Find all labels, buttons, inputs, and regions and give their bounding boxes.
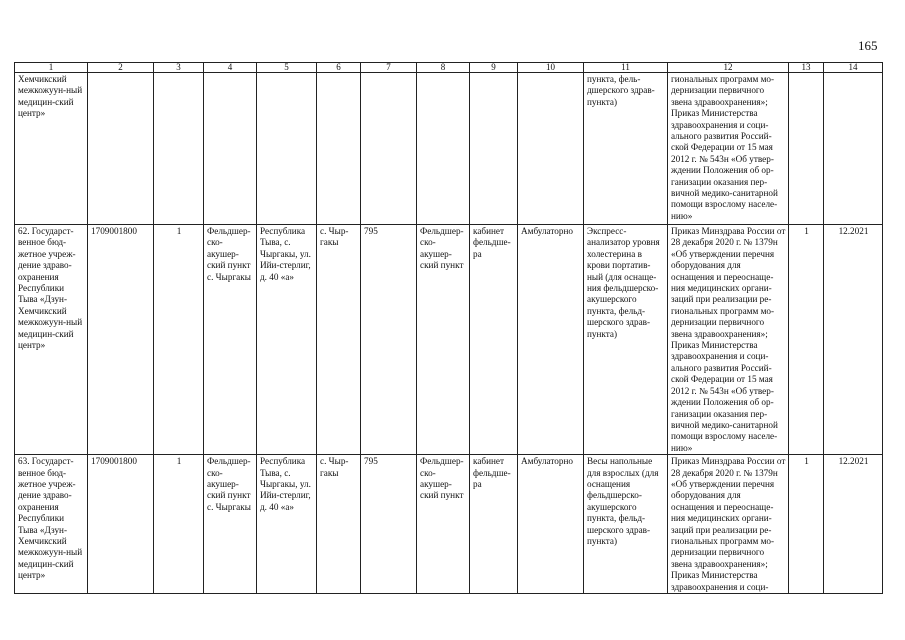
table-cell: 12.2021: [824, 225, 883, 455]
table-cell: Республика Тыва, с. Чыргакы, ул. Ийи-стерлиг, д. 40 «а»: [257, 225, 317, 455]
table-cell: [417, 73, 470, 225]
table-cell: Амбулаторно: [518, 225, 584, 455]
table-cell: Фельдшер-ско-акушер-ский пункт с. Чыргакы: [204, 455, 257, 594]
table-cell: [789, 73, 824, 225]
col-header: 8: [417, 63, 470, 73]
table-row: [15, 73, 883, 225]
table-cell: Весы напольные для взрослых (для оснащения фельдшерско-акушерского пункта, фельд-шерского здрав-пункта): [584, 455, 668, 594]
col-header: 9: [470, 63, 518, 73]
page-number: 165: [858, 38, 878, 53]
col-header: 5: [257, 63, 317, 73]
col-header: 12: [668, 63, 789, 73]
col-header: 6: [317, 63, 361, 73]
table-cell: [361, 73, 417, 225]
table-cell: [518, 73, 584, 225]
table-cell: 12.2021: [824, 455, 883, 594]
table-cell: [470, 73, 518, 225]
table-cell: кабинет фельдше-ра: [470, 455, 518, 594]
table-cell: 1: [154, 455, 204, 594]
table-cell: Приказ Минздрава России от 28 декабря 2020 г. № 1379н «Об утверждении перечня оборудования для оснащения и переоснаще-ния медицинских органи-заций при реализации ре-гиональных программ мо-дернизации первичного звена здравоохранения»; Приказ Министерства здравоохранения и соци-: [668, 455, 789, 594]
table-cell: Фельдшер-ско-акушер-ский пункт: [417, 455, 470, 594]
col-header: 3: [154, 63, 204, 73]
table-cell: Экспресс-анализатор уровня холестерина в крови портатив-ный (для оснаще-ния фельдшерско-акушерского пункта, фельд-шерского здрав-пункта): [584, 225, 668, 455]
table-cell: 63. Государст-венное бюд-жетное учреж-дение здраво-охранения Республики Тыва «Дзун-Хемчикский межкожуун-ный медицин-ский центр»: [15, 455, 88, 594]
table-cell: [824, 73, 883, 225]
col-header: 2: [88, 63, 154, 73]
col-header: 1: [15, 63, 88, 73]
table-row: [15, 225, 883, 455]
table-cell: с. Чыр-гакы: [317, 225, 361, 455]
table-cell: [88, 73, 154, 225]
table-cell: 1: [154, 225, 204, 455]
table-cell: 795: [361, 225, 417, 455]
table-cell: гиональных программ мо-дернизации первичного звена здравоохранения»; Приказ Министерства здравоохранения и соци-ального развития Россий-ской Федерации от 15 мая 2012 г. № 543н «Об утвер-ждении Положения об ор-ганизации оказания пер-вичной медико-санитарной помощи взрослому населе-нию»: [668, 73, 789, 225]
table-cell: пункта, фель-дшерского здрав-пункта): [584, 73, 668, 225]
table-cell: 795: [361, 455, 417, 594]
table-cell: 1709001800: [88, 225, 154, 455]
col-header: 13: [789, 63, 824, 73]
table-cell: кабинет фельдше-ра: [470, 225, 518, 455]
col-header: 7: [361, 63, 417, 73]
col-header: 14: [824, 63, 883, 73]
header-row: [15, 63, 883, 73]
table-cell: Хемчикский межкожуун-ный медицин-ский центр»: [15, 73, 88, 225]
table-cell: Фельдшер-ско-акушер-ский пункт с. Чыргакы: [204, 225, 257, 455]
table-cell: 1709001800: [88, 455, 154, 594]
table-cell: [317, 73, 361, 225]
table-cell: [154, 73, 204, 225]
table-cell: Республика Тыва, с. Чыргакы, ул. Ийи-стерлиг, д. 40 «а»: [257, 455, 317, 594]
col-header: 10: [518, 63, 584, 73]
table-cell: Амбулаторно: [518, 455, 584, 594]
document-table: [14, 62, 883, 594]
col-header: 4: [204, 63, 257, 73]
col-header: 11: [584, 63, 668, 73]
table-cell: [204, 73, 257, 225]
table-row: [15, 455, 883, 594]
table-cell: с. Чыр-гакы: [317, 455, 361, 594]
table-cell: [257, 73, 317, 225]
table-cell: Фельдшер-ско-акушер-ский пункт: [417, 225, 470, 455]
table-cell: 1: [789, 225, 824, 455]
table-cell: 1: [789, 455, 824, 594]
table-cell: 62. Государст-венное бюд-жетное учреж-дение здраво-охранения Республики Тыва «Дзун-Хемчикский межкожуун-ный медицин-ский центр»: [15, 225, 88, 455]
table-cell: Приказ Минздрава России от 28 декабря 2020 г. № 1379н «Об утверждении перечня оборудования для оснащения и переоснаще-ния медицинских органи-заций при реализации ре-гиональных программ мо-дернизации первичного звена здравоохранения»; Приказ Министерства здравоохранения и соци-ального развития Россий-ской Федерации от 15 мая 2012 г. № 543н «Об утвер-ждении Положения об ор-ганизации оказания пер-вичной медико-санитарной помощи взрослому населе-нию»: [668, 225, 789, 455]
